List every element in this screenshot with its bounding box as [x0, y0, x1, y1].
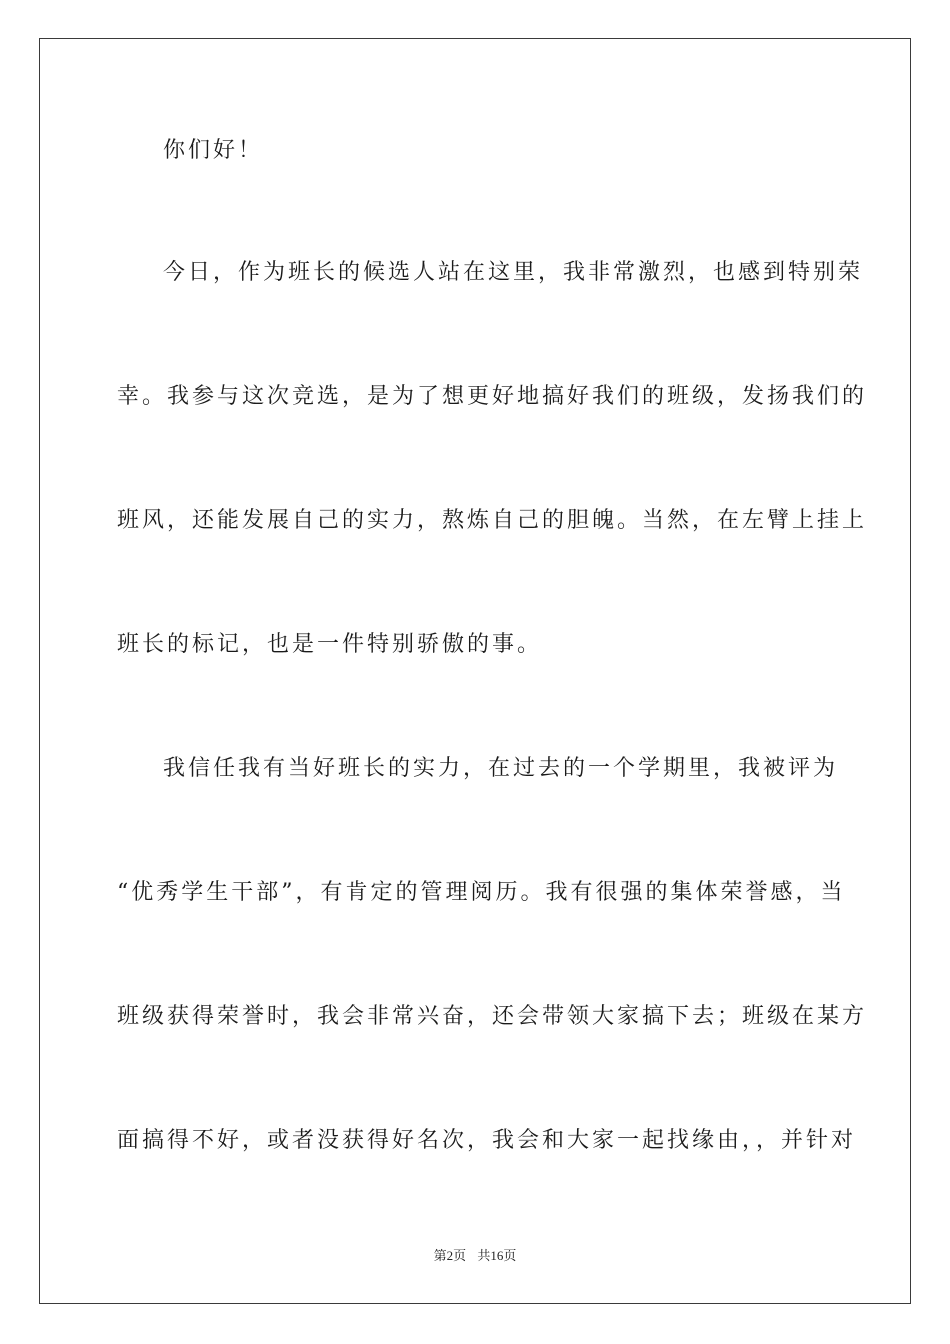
paragraph-line: 今日，作为班长的候选人站在这里，我非常激烈，也感到特别荣: [163, 260, 864, 285]
page-footer: [0, 1247, 950, 1265]
paragraph-line: 幸。我参与这次竞选，是为了想更好地搞好我们的班级，发扬我们的: [117, 384, 868, 409]
paragraph-line: “优秀学生干部”，有肯定的管理阅历。我有很强的集体荣誉感，当: [117, 880, 846, 905]
page-border: [39, 38, 911, 1304]
page-number: 第2页: [433, 1248, 467, 1263]
paragraph-line: 班风，还能发展自己的实力，熬炼自己的胆魄。当然，在左臂上挂上: [117, 508, 868, 533]
paragraph-line: 面搞得不好，或者没获得好名次，我会和大家一起找缘由，，并针对: [117, 1128, 857, 1153]
page-total: 共16页: [477, 1248, 517, 1263]
paragraph-line: 班长的标记，也是一件特别骄傲的事。: [117, 632, 543, 657]
paragraph-line: 班级获得荣誉时，我会非常兴奋，还会带领大家搞下去；班级在某方: [117, 1004, 868, 1029]
paragraph-line: 你们好！: [163, 138, 264, 163]
paragraph-line: 我信任我有当好班长的实力，在过去的一个学期里，我被评为: [163, 756, 839, 781]
